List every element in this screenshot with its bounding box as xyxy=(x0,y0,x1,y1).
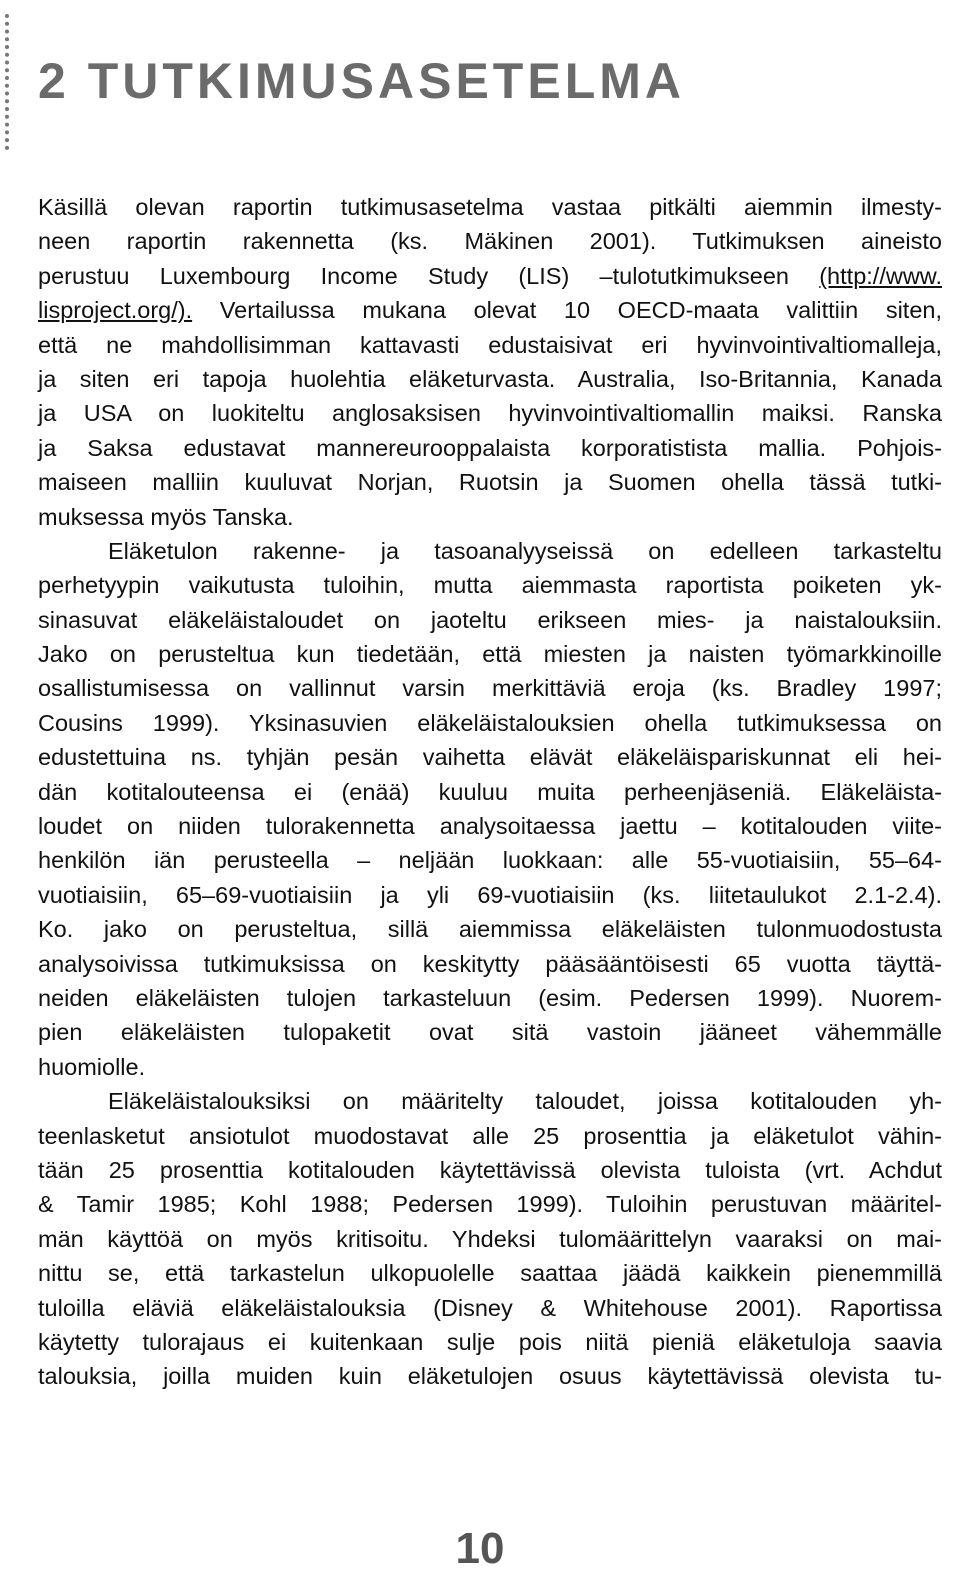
text-line: Eläkeläistalouksiksi on määritelty taloudet, joissa kotitalouden yh- xyxy=(108,1088,942,1115)
text-line: neiden eläkeläisten tulojen tarkasteluun (esim. Pedersen 1999). Nuorem- xyxy=(38,984,942,1011)
text-line: sinasuvat eläkeläistaloudet on jaoteltu erikseen mies- ja naistalouksiin. xyxy=(38,606,942,633)
paragraph-3 xyxy=(38,1084,942,1394)
text-line: edustettuina ns. tyhjän pesän vaihetta elävät eläkeläispariskunnat eli hei- xyxy=(38,744,942,771)
paragraph-1 xyxy=(38,190,942,534)
text-line: analysoivissa tutkimuksissa on keskitytty pääsääntöisesti 65 vuotta täyttä- xyxy=(38,950,942,977)
text-line: dän kotitalouteensa ei (enää) kuuluu muita perheenjäseniä. Eläkeläista- xyxy=(38,778,942,805)
text-line xyxy=(38,293,942,327)
text-fragment: perustuu Luxembourg Income Study (LIS) –tulotutkimukseen xyxy=(38,262,820,289)
text-line: tuloilla eläviä eläkeläistalouksia (Disney & Whitehouse 2001). Raportissa xyxy=(38,1294,942,1321)
text-line: vuotiaisiin, 65–69-vuotiaisiin ja yli 69-vuotiaisiin (ks. liitetaulukot 2.1-2.4). xyxy=(38,881,942,908)
text-line: ja Saksa edustavat mannereurooppalaista korporatistista mallia. Pohjois- xyxy=(38,434,942,461)
text-line: ja USA on luokiteltu anglosaksisen hyvinvointivaltiomallin maiksi. Ranska xyxy=(38,400,942,427)
text-line: pien eläkeläisten tulopaketit ovat sitä vastoin jääneet vähemmälle xyxy=(38,1019,942,1046)
lis-link-part-1[interactable]: (http://www. xyxy=(819,262,942,289)
text-line: Ko. jako on perusteltua, sillä aiemmissa eläkeläisten tulonmuodostusta xyxy=(38,916,942,943)
margin-dotted-rule xyxy=(5,14,9,150)
text-line: tään 25 prosenttia kotitalouden käytettävissä olevista tuloista (vrt. Achdut xyxy=(38,1156,942,1183)
text-line: käytetty tulorajaus ei kuitenkaan sulje pois niitä pieniä eläketuloja saavia xyxy=(38,1328,942,1355)
text-line: teenlasketut ansiotulot muodostavat alle 25 prosenttia ja eläketulot vähin- xyxy=(38,1122,942,1149)
text-line xyxy=(38,259,942,293)
text-line: & Tamir 1985; Kohl 1988; Pedersen 1999). Tuloihin perustuvan määritel- xyxy=(38,1191,942,1218)
text-line: neen raportin rakennetta (ks. Mäkinen 2001). Tutkimuksen aineisto xyxy=(38,228,942,255)
text-line: Käsillä olevan raportin tutkimusasetelma vastaa pitkälti aiemmin ilmesty- xyxy=(38,194,942,220)
text-line: Cousins 1999). Yksinasuvien eläkeläistalouksien ohella tutkimuksessa on xyxy=(38,709,942,736)
lis-link-part-2[interactable]: lisproject.org/). xyxy=(38,297,193,324)
text-line: Eläketulon rakenne- ja tasoanalyyseissä on edelleen tarkasteltu xyxy=(108,537,942,564)
text-line: henkilön iän perusteella – neljään luokkaan: alle 55-vuotiaisiin, 55–64- xyxy=(38,847,942,874)
paragraph-2 xyxy=(38,534,942,1084)
text-line: että ne mahdollisimman kattavasti edustaisivat eri hyvinvointivaltiomalleja, xyxy=(38,331,942,358)
text-line: talouksia, joilla muiden kuin eläketulojen osuus käytettävissä olevista tu- xyxy=(38,1363,942,1390)
text-line: Jako on perusteltua kun tiedetään, että miesten ja naisten työmarkkinoille xyxy=(38,641,942,668)
text-line: loudet on niiden tulorakennetta analysoitaessa jaettu – kotitalouden viite- xyxy=(38,813,942,840)
text-line: muksessa myös Tanska. xyxy=(38,503,294,530)
chapter-heading: 2 TUTKIMUSASETELMA xyxy=(38,53,685,109)
text-line: maiseen malliin kuuluvat Norjan, Ruotsin ja Suomen ohella tässä tutki- xyxy=(38,469,942,496)
text-line: nittu se, että tarkastelun ulkopuolelle saattaa jäädä kaikkein pienemmillä xyxy=(38,1260,942,1287)
text-fragment: Vertailussa mukana olevat 10 OECD-maata valittiin siten, xyxy=(192,297,942,324)
text-line: osallistumisessa on vallinnut varsin merkittäviä eroja (ks. Bradley 1997; xyxy=(38,675,942,702)
text-line: huomiolle. xyxy=(38,1053,146,1080)
text-line: ja siten eri tapoja huolehtia eläketurvasta. Australia, Iso-Britannia, Kanada xyxy=(38,365,942,392)
text-line: män käyttöä on myös kritisoitu. Yhdeksi tulomäärittelyn vaaraksi on mai- xyxy=(38,1225,942,1252)
body-text xyxy=(38,190,942,1394)
text-line: perhetyypin vaikutusta tuloihin, mutta aiemmasta raportista poiketen yk- xyxy=(38,572,942,599)
page-number: 10 xyxy=(455,1524,505,1573)
